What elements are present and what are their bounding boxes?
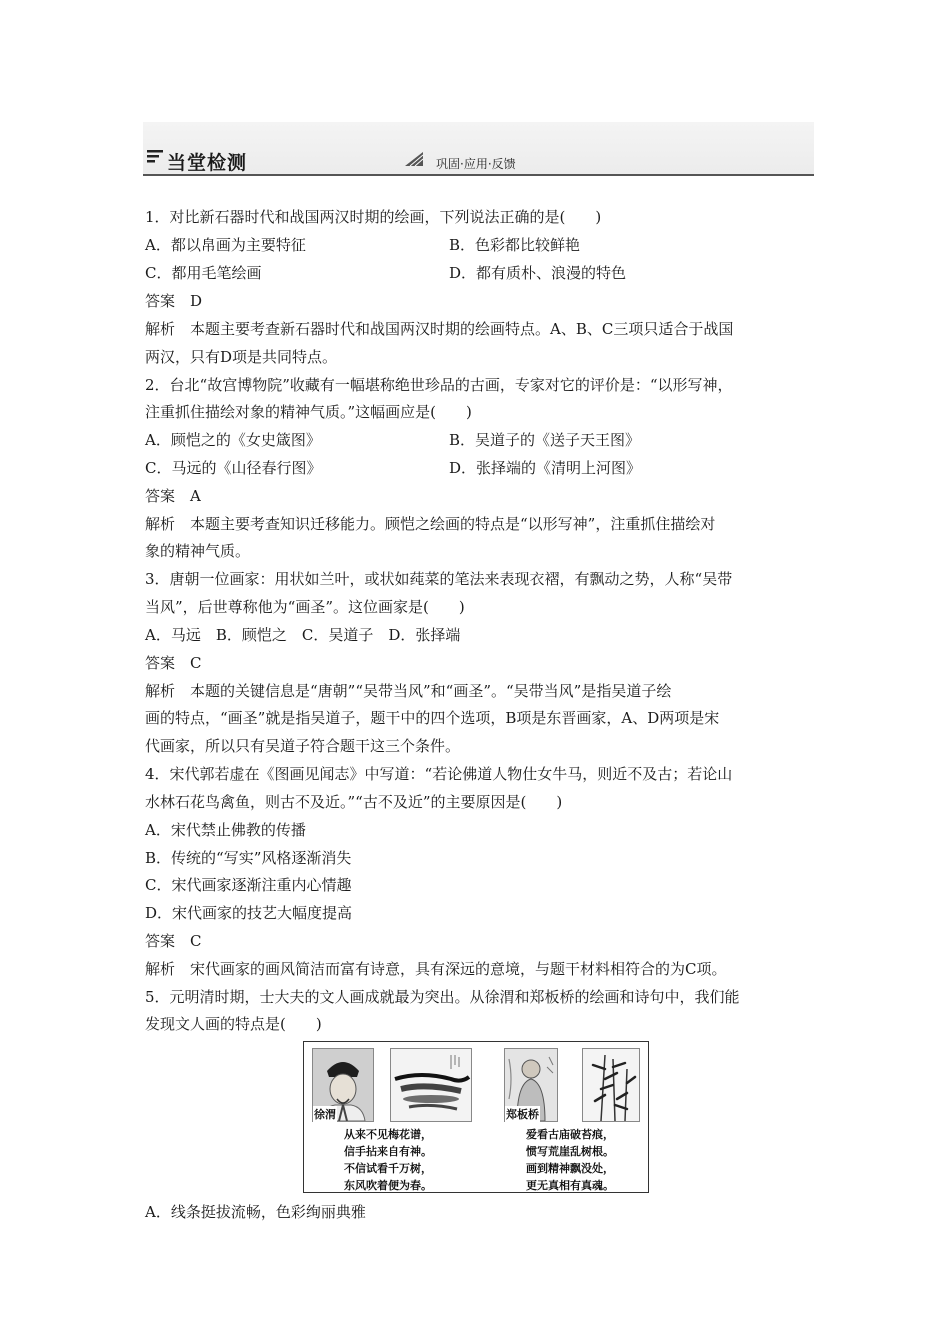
q2-analysis-line-1: 解析 本题主要考查知识迁移能力。顾恺之绘画的特点是“以形写神”，注重抓住描绘对 (145, 515, 716, 533)
xu-wei-label: 徐渭 (314, 1108, 336, 1121)
q5-figure (303, 1041, 649, 1193)
section-header (143, 122, 814, 176)
q4-option-d: D．宋代画家的技艺大幅度提高 (145, 904, 353, 922)
poem-line: 从来不见梅花谱， (344, 1128, 432, 1141)
q3-analysis-line-1: 解析 本题的关键信息是“唐朝”“吴带当风”和“画圣”。“吴带当风”是指吴道子绘 (145, 682, 672, 700)
zheng-banqiao-label: 郑板桥 (506, 1108, 539, 1121)
q4-answer: 答案 C (145, 932, 202, 950)
q3-stem-line-1: 3．唐朝一位画家：用状如兰叶，或状如莼菜的笔法来表现衣褶，有飘动之势，人称“吴带 (145, 570, 733, 588)
poem-line: 画到精神飘没处， (526, 1162, 614, 1175)
q1-answer: 答案 D (145, 292, 203, 310)
bamboo-icon (583, 1049, 639, 1121)
q1-analysis-line-2: 两汉，只有D项是共同特点。 (145, 348, 338, 366)
q1-option-a: A．都以帛画为主要特征 (145, 236, 306, 254)
ink-painting-icon (391, 1049, 471, 1121)
q4-analysis-line-1: 解析 宋代画家的画风简洁而富有诗意，具有深远的意境，与题干材料相符合的为C项。 (145, 960, 727, 978)
bamboo-painting (582, 1048, 640, 1122)
q2-option-d: D．张择端的《清明上河图》 (449, 459, 642, 477)
q1-stem: 1．对比新石器时代和战国两汉时期的绘画，下列说法正确的是( ) (145, 208, 602, 226)
q2-option-a: A．顾恺之的《女史箴图》 (145, 431, 321, 449)
q1-option-b: B．色彩都比较鲜艳 (449, 236, 581, 254)
poem-line: 更无真相有真魂。 (526, 1179, 614, 1192)
q1-option-c: C．都用毛笔绘画 (145, 264, 262, 282)
section-subtitle: 巩固·应用·反馈 (436, 157, 516, 171)
q4-option-a: A．宋代禁止佛教的传播 (145, 821, 306, 839)
zheng-banqiao-poem (526, 1126, 614, 1194)
q2-stem-line-2: 注重抓住描绘对象的精神气质。”这幅画应是( ) (145, 403, 472, 421)
q3-options: A．马远 B．顾恺之 C．吴道子 D．张择端 (145, 626, 461, 644)
q3-answer: 答案 C (145, 654, 202, 672)
poem-line: 东风吹着便为春。 (344, 1179, 432, 1192)
q3-analysis-line-3: 代画家，所以只有吴道子符合题干这三个条件。 (145, 737, 461, 755)
triangle-decoration-icon (405, 152, 423, 166)
q2-analysis-line-2: 象的精神气质。 (145, 542, 251, 560)
q5-option-a: A．线条挺拔流畅，色彩绚丽典雅 (145, 1203, 366, 1221)
q3-stem-line-2: 当风”，后世尊称他为“画圣”。这位画家是( ) (145, 598, 465, 616)
q2-option-c: C．马远的《山径春行图》 (145, 459, 322, 477)
q3-analysis-line-2: 画的特点，“画圣”就是指吴道子，题干中的四个选项，B项是东晋画家，A、D两项是宋 (145, 709, 720, 727)
q4-stem-line-2: 水林石花鸟禽鱼，则古不及近。”“古不及近”的主要原因是( ) (145, 793, 563, 811)
stripes-icon (147, 150, 163, 164)
q4-stem-line-1: 4．宋代郭若虚在《图画见闻志》中写道：“若论佛道人物仕女牛马，则近不及古；若论山 (145, 765, 733, 783)
q5-stem-line-2: 发现文人画的特点是( ) (145, 1015, 322, 1033)
poem-line: 不信试看千万树， (344, 1162, 432, 1175)
poem-line: 爱看古庙破苔痕， (526, 1128, 614, 1141)
section-title: 当堂检测 (167, 152, 248, 174)
q5-stem-line-1: 5．元明清时期，士大夫的文人画成就最为突出。从徐渭和郑板桥的绘画和诗句中，我们能 (145, 988, 740, 1006)
q2-option-b: B．吴道子的《送子天王图》 (449, 431, 641, 449)
poem-line: 惯写荒崖乱树根。 (526, 1145, 614, 1158)
poem-line: 信手拈来自有神。 (344, 1145, 432, 1158)
q4-option-c: C．宋代画家逐渐注重内心情趣 (145, 876, 352, 894)
xu-wei-painting (390, 1048, 472, 1122)
q2-answer: 答案 A (145, 487, 201, 505)
xu-wei-poem (344, 1126, 432, 1194)
q1-analysis-line-1: 解析 本题主要考查新石器时代和战国两汉时期的绘画特点。A、B、C三项只适合于战国 (145, 320, 734, 338)
q2-stem-line-1: 2．台北“故宫博物院”收藏有一幅堪称绝世珍品的古画，专家对它的评价是：“以形写神， (145, 376, 733, 394)
q1-option-d: D．都有质朴、浪漫的特色 (449, 264, 627, 282)
q4-option-b: B．传统的“写实”风格逐渐消失 (145, 849, 352, 867)
